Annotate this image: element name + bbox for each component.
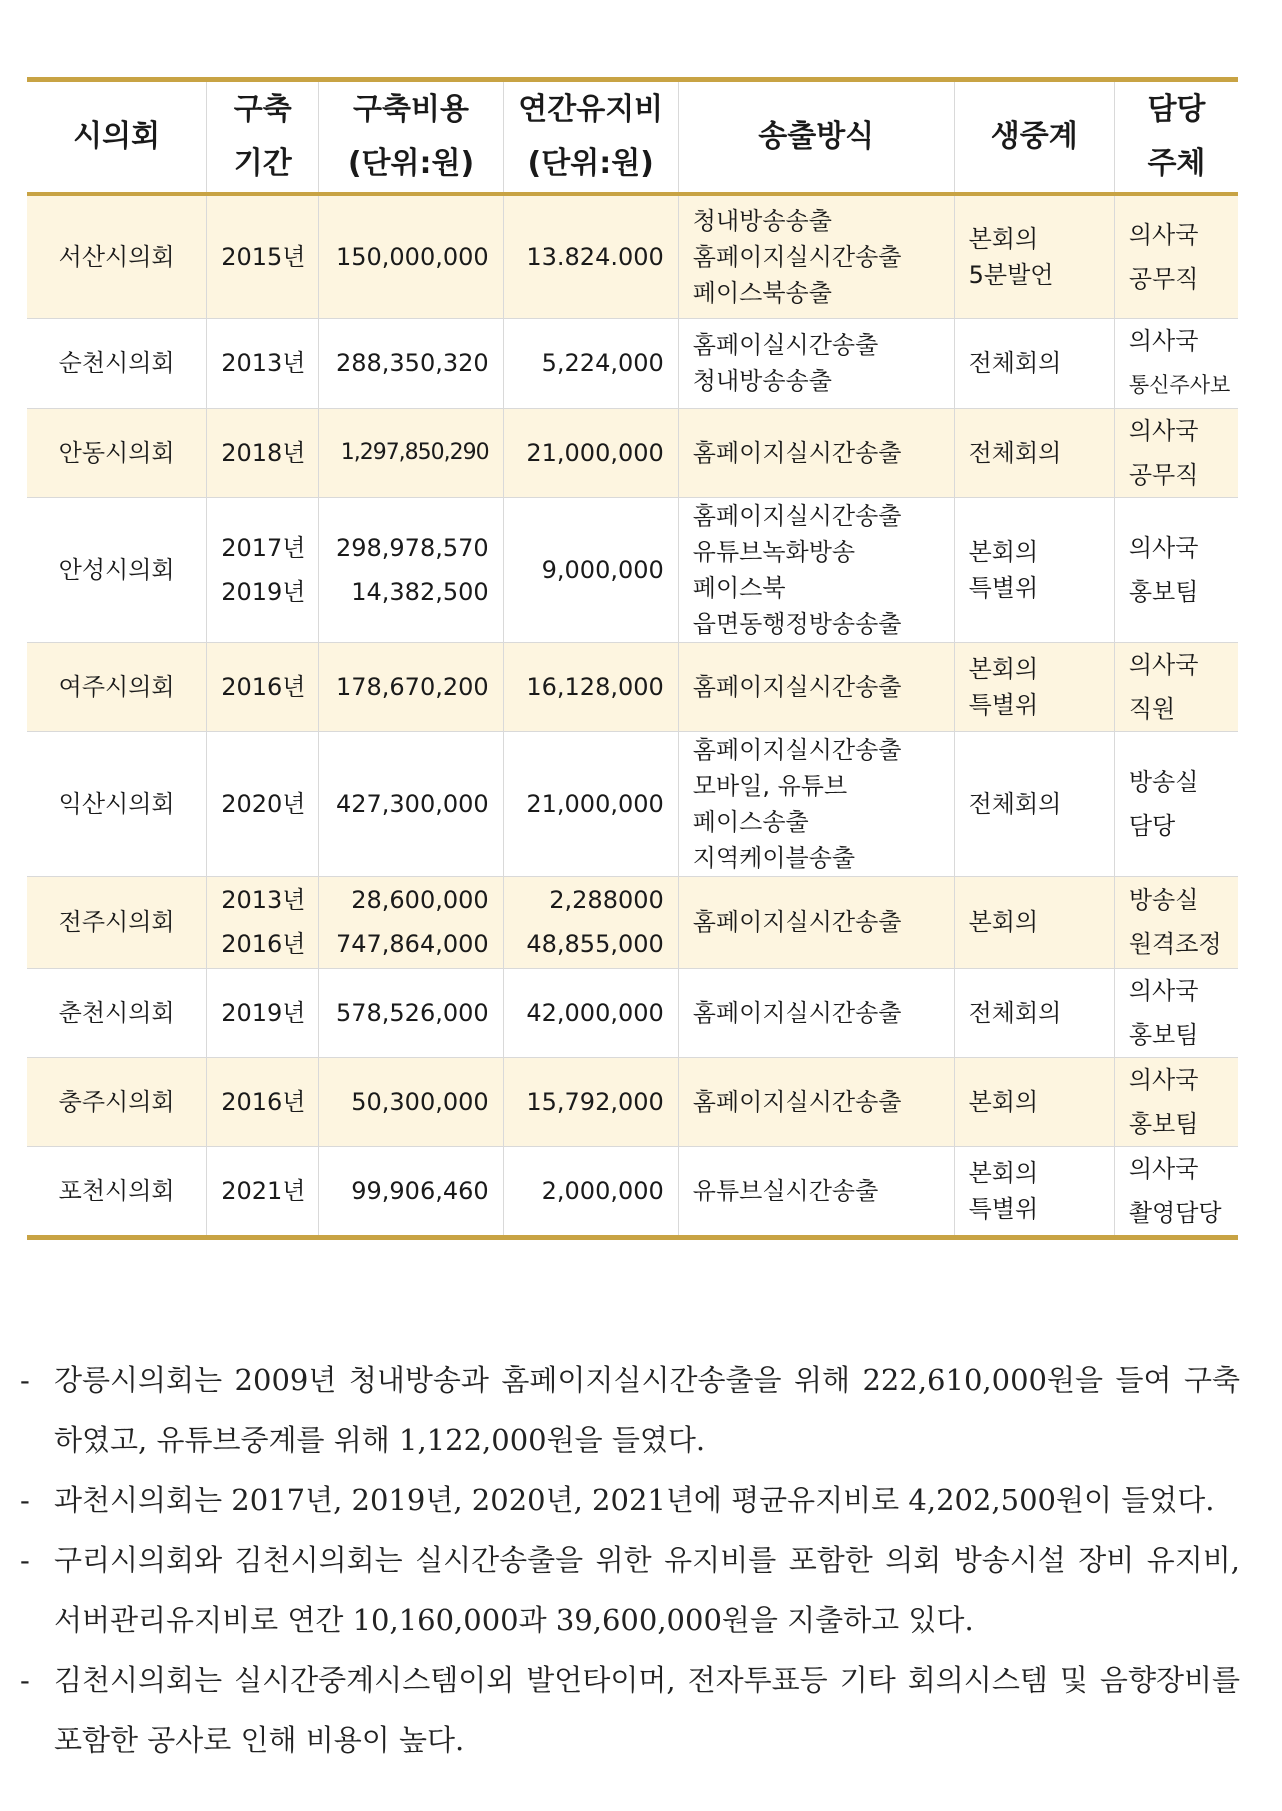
cell-method-line: 홈페이지실시간송출 (692, 998, 902, 1027)
cell-live (954, 1146, 1114, 1237)
cell-method-line: 지역케이블송출 (692, 843, 856, 872)
cell-council: 서산시의회 (27, 194, 207, 318)
cell-live-line: 본회의 (968, 908, 1039, 936)
cell-council: 안동시의회 (27, 408, 207, 497)
cell-maint-line: 15,792,000 (526, 1087, 664, 1116)
table-row (27, 318, 1238, 408)
table-row (27, 1057, 1238, 1146)
cell-maint (503, 731, 678, 876)
cell-maint (503, 318, 678, 408)
note-text: 구리시의회와 김천시의회는 실시간송출을 위한 유지비를 포함한 의회 방송시설 장비 유지비, 서버관리유지비로 연간 10,160,000과 39,600,000원을 지출하고 있다. (54, 1543, 1240, 1637)
cell-maint-line: 13.824.000 (526, 242, 664, 271)
cell-cost-line: 747,864,000 (335, 930, 489, 958)
cell-cost-line: 1,297,850,290 (340, 439, 489, 465)
cell-maint (503, 1057, 678, 1146)
table-row (27, 1146, 1238, 1237)
cell-method-line: 홈페이지실시간송출 (692, 242, 902, 271)
header-live (954, 80, 1114, 195)
cell-owner-line: 의사국 (1128, 1154, 1199, 1183)
header-maint (503, 80, 678, 195)
cell-method (678, 968, 954, 1057)
note-text: 과천시의회는 2017년, 2019년, 2020년, 2021년에 평균유지비로 4,202,500원이 들었다. (54, 1483, 1215, 1517)
cell-owner (1114, 194, 1238, 318)
cell-live (954, 731, 1114, 876)
cell-method-line: 모바일, 유튜브 (692, 771, 848, 800)
cell-owner-line: 홍보팀 (1128, 1109, 1199, 1138)
cell-owner (1114, 318, 1238, 408)
cell-method-line: 홈페이지실시간송출 (692, 438, 902, 467)
note-marker: - (20, 1663, 30, 1697)
cell-period-line: 2019년 (221, 998, 306, 1027)
table-row (27, 731, 1238, 876)
cell-maint-line: 2,288000 (549, 886, 664, 914)
cell-method-line: 홈페이지실시간송출 (692, 672, 902, 701)
cell-cost (319, 968, 503, 1057)
cell-method-line: 페이스북 (692, 573, 786, 602)
cell-method-line: 홈페이지실시간송출 (692, 1087, 902, 1116)
cell-period (207, 1146, 319, 1237)
header-period-line: 기간 (233, 146, 292, 181)
cell-owner-line: 방송실 (1128, 767, 1199, 796)
cell-cost-line: 150,000,000 (335, 242, 489, 271)
cell-period (207, 731, 319, 876)
cell-owner (1114, 731, 1238, 876)
cell-owner-line: 의사국 (1128, 1065, 1199, 1094)
header-owner-line: 주체 (1147, 146, 1206, 181)
cell-owner-line: 의사국 (1128, 533, 1199, 562)
cell-live (954, 642, 1114, 731)
header-council-line: 시의회 (73, 119, 161, 154)
cell-maint-line: 2,000,000 (541, 1176, 664, 1205)
cell-period-line: 2017년 (221, 533, 306, 562)
cell-maint-line: 21,000,000 (526, 438, 664, 467)
cell-cost (319, 497, 503, 642)
cell-method-line: 청내방송송출 (692, 367, 832, 395)
cell-council: 여주시의회 (27, 642, 207, 731)
cell-cost (319, 1146, 503, 1237)
cell-period (207, 876, 319, 968)
header-owner-line: 담당 (1147, 92, 1206, 127)
cell-method-line: 유튜브실시간송출 (692, 1176, 879, 1205)
cell-live (954, 968, 1114, 1057)
cell-owner-line: 의사국 (1128, 650, 1199, 679)
cell-method (678, 876, 954, 968)
cell-maint (503, 497, 678, 642)
cell-owner-line: 의사국 (1128, 220, 1199, 249)
cell-maint (503, 642, 678, 731)
cell-cost (319, 318, 503, 408)
note-text: 강릉시의회는 2009년 청내방송과 홈페이지실시간송출을 위해 222,610,000원을 들여 구축하였고, 유튜브중계를 위해 1,122,000원을 들였다. (54, 1363, 1240, 1457)
cell-cost-line: 50,300,000 (351, 1087, 489, 1116)
cell-owner (1114, 642, 1238, 731)
header-council (27, 80, 207, 195)
cell-owner-line: 의사국 (1128, 327, 1199, 355)
cell-maint (503, 1146, 678, 1237)
table-row (27, 194, 1238, 318)
note-item (20, 1350, 1240, 1470)
cell-owner-line: 담당 (1128, 811, 1176, 840)
cell-council: 전주시의회 (27, 876, 207, 968)
cell-live-line: 특별위 (968, 1194, 1039, 1223)
note-item (20, 1650, 1240, 1770)
cell-method-line: 홈페이실시간송출 (692, 331, 879, 359)
cell-live (954, 408, 1114, 497)
cell-cost-line: 578,526,000 (335, 998, 489, 1027)
cell-live (954, 497, 1114, 642)
cell-live-line: 전체회의 (968, 349, 1062, 377)
note-marker: - (20, 1363, 30, 1397)
cell-cost (319, 194, 503, 318)
cell-period-line: 2013년 (221, 886, 306, 914)
cell-period-line: 2021년 (221, 1176, 306, 1205)
cell-owner-line: 공무직 (1128, 264, 1199, 293)
cell-live-line: 특별위 (968, 573, 1039, 602)
cell-live (954, 1057, 1114, 1146)
cell-period-line: 2019년 (221, 577, 306, 606)
cell-period-line: 2015년 (221, 242, 306, 271)
cell-cost-line: 178,670,200 (335, 672, 489, 701)
header-maint-line: (단위:원) (527, 146, 654, 181)
cell-period-line: 2013년 (221, 349, 306, 377)
cell-owner-line: 의사국 (1128, 976, 1199, 1005)
cell-owner-line: 홍보팀 (1128, 1020, 1199, 1049)
cell-period (207, 497, 319, 642)
cell-method (678, 642, 954, 731)
cell-owner (1114, 1057, 1238, 1146)
header-period-line: 구축 (233, 92, 292, 127)
cell-live-line: 본회의 (968, 654, 1039, 683)
cell-method-line: 유튜브녹화방송 (692, 537, 856, 566)
cell-cost-line: 288,350,320 (335, 349, 489, 377)
cell-period (207, 642, 319, 731)
cell-maint (503, 968, 678, 1057)
note-marker: - (20, 1483, 30, 1517)
header-period (207, 80, 319, 195)
cell-method (678, 1146, 954, 1237)
cell-live-line: 특별위 (968, 690, 1039, 719)
header-method-line: 송출방식 (758, 119, 875, 154)
cell-maint-line: 48,855,000 (526, 930, 664, 958)
cell-method-line: 청내방송송출 (692, 206, 832, 235)
cell-period-line: 2018년 (221, 438, 306, 467)
cell-live-line: 본회의 (968, 1158, 1039, 1187)
cell-owner-line: 방송실 (1128, 886, 1199, 914)
cell-cost (319, 408, 503, 497)
cell-owner-line: 홍보팀 (1128, 577, 1199, 606)
cell-cost-line: 427,300,000 (335, 789, 489, 818)
cell-owner-line: 통신주사보 (1128, 373, 1231, 397)
table-row (27, 968, 1238, 1057)
cell-council: 익산시의회 (27, 731, 207, 876)
cell-owner-line: 의사국 (1128, 416, 1199, 445)
notes-section (20, 1350, 1240, 1770)
cell-owner (1114, 876, 1238, 968)
cell-method-line: 페이스북송출 (692, 278, 832, 307)
cell-period-line: 2016년 (221, 930, 306, 958)
header-cost-line: 구축비용 (353, 92, 469, 127)
note-item (20, 1470, 1240, 1530)
note-item (20, 1530, 1240, 1650)
cell-live (954, 318, 1114, 408)
cell-live-line: 본회의 (968, 537, 1039, 566)
cell-period (207, 194, 319, 318)
cell-cost (319, 642, 503, 731)
council-broadcast-table (27, 77, 1238, 1240)
cell-maint (503, 194, 678, 318)
cell-method-line: 페이스송출 (692, 807, 809, 836)
cell-cost-line: 28,600,000 (351, 886, 489, 914)
cell-method (678, 408, 954, 497)
table-row (27, 497, 1238, 642)
cell-maint-line: 9,000,000 (541, 555, 664, 584)
header-owner (1114, 80, 1238, 195)
cell-maint-line: 21,000,000 (526, 789, 664, 818)
cell-live (954, 194, 1114, 318)
cell-period-line: 2016년 (221, 1087, 306, 1116)
cell-live-line: 전체회의 (968, 789, 1062, 818)
cell-period (207, 968, 319, 1057)
cell-council: 포천시의회 (27, 1146, 207, 1237)
cell-cost-line: 298,978,570 (335, 533, 489, 562)
table-row (27, 642, 1238, 731)
cell-cost-line: 99,906,460 (351, 1176, 489, 1205)
cell-maint-line: 5,224,000 (541, 349, 664, 377)
cell-owner-line: 촬영담당 (1128, 1198, 1222, 1227)
cell-method (678, 497, 954, 642)
cell-cost (319, 731, 503, 876)
cell-maint-line: 16,128,000 (526, 672, 664, 701)
header-maint-line: 연간유지비 (518, 92, 664, 127)
cell-live-line: 전체회의 (968, 998, 1062, 1027)
table-row (27, 408, 1238, 497)
table-body (27, 194, 1238, 1237)
cell-cost (319, 876, 503, 968)
cell-owner (1114, 968, 1238, 1057)
cell-method (678, 318, 954, 408)
cell-period (207, 1057, 319, 1146)
header-method (678, 80, 954, 195)
cell-period-line: 2020년 (221, 789, 306, 818)
cell-method (678, 194, 954, 318)
cell-live-line: 본회의 (968, 224, 1039, 253)
cell-live-line: 전체회의 (968, 438, 1062, 467)
cell-method (678, 1057, 954, 1146)
cell-period (207, 318, 319, 408)
cell-council: 순천시의회 (27, 318, 207, 408)
cell-council: 춘천시의회 (27, 968, 207, 1057)
cell-live-line: 본회의 (968, 1087, 1039, 1116)
cell-council: 충주시의회 (27, 1057, 207, 1146)
cell-period (207, 408, 319, 497)
header-cost (319, 80, 503, 195)
cell-live-line: 5분발언 (968, 260, 1054, 289)
cell-period-line: 2016년 (221, 672, 306, 701)
cell-council: 안성시의회 (27, 497, 207, 642)
note-marker: - (20, 1543, 30, 1577)
cell-owner (1114, 1146, 1238, 1237)
cell-method-line: 읍면동행정방송송출 (692, 609, 902, 638)
cell-owner-line: 원격조정 (1128, 930, 1222, 958)
cell-owner-line: 공무직 (1128, 460, 1199, 489)
cell-cost (319, 1057, 503, 1146)
cell-cost-line: 14,382,500 (351, 577, 489, 606)
note-text: 김천시의회는 실시간중계시스템이외 발언타이머, 전자투표등 기타 회의시스템 및 음향장비를 포함한 공사로 인해 비용이 높다. (54, 1663, 1240, 1757)
cell-maint-line: 42,000,000 (526, 998, 664, 1027)
cell-live (954, 876, 1114, 968)
cell-method-line: 홈페이지실시간송출 (692, 501, 902, 530)
cell-owner-line: 직원 (1128, 694, 1176, 723)
header-live-line: 생중계 (990, 119, 1078, 154)
header-cost-line: (단위:원) (347, 146, 475, 181)
cell-owner (1114, 408, 1238, 497)
table-row (27, 876, 1238, 968)
cell-method-line: 홈페이지실시간송출 (692, 908, 902, 936)
cell-maint (503, 876, 678, 968)
cell-method (678, 731, 954, 876)
cell-method-line: 홈페이지실시간송출 (692, 735, 902, 764)
cell-maint (503, 408, 678, 497)
cell-owner (1114, 497, 1238, 642)
table-header-row (27, 80, 1238, 195)
